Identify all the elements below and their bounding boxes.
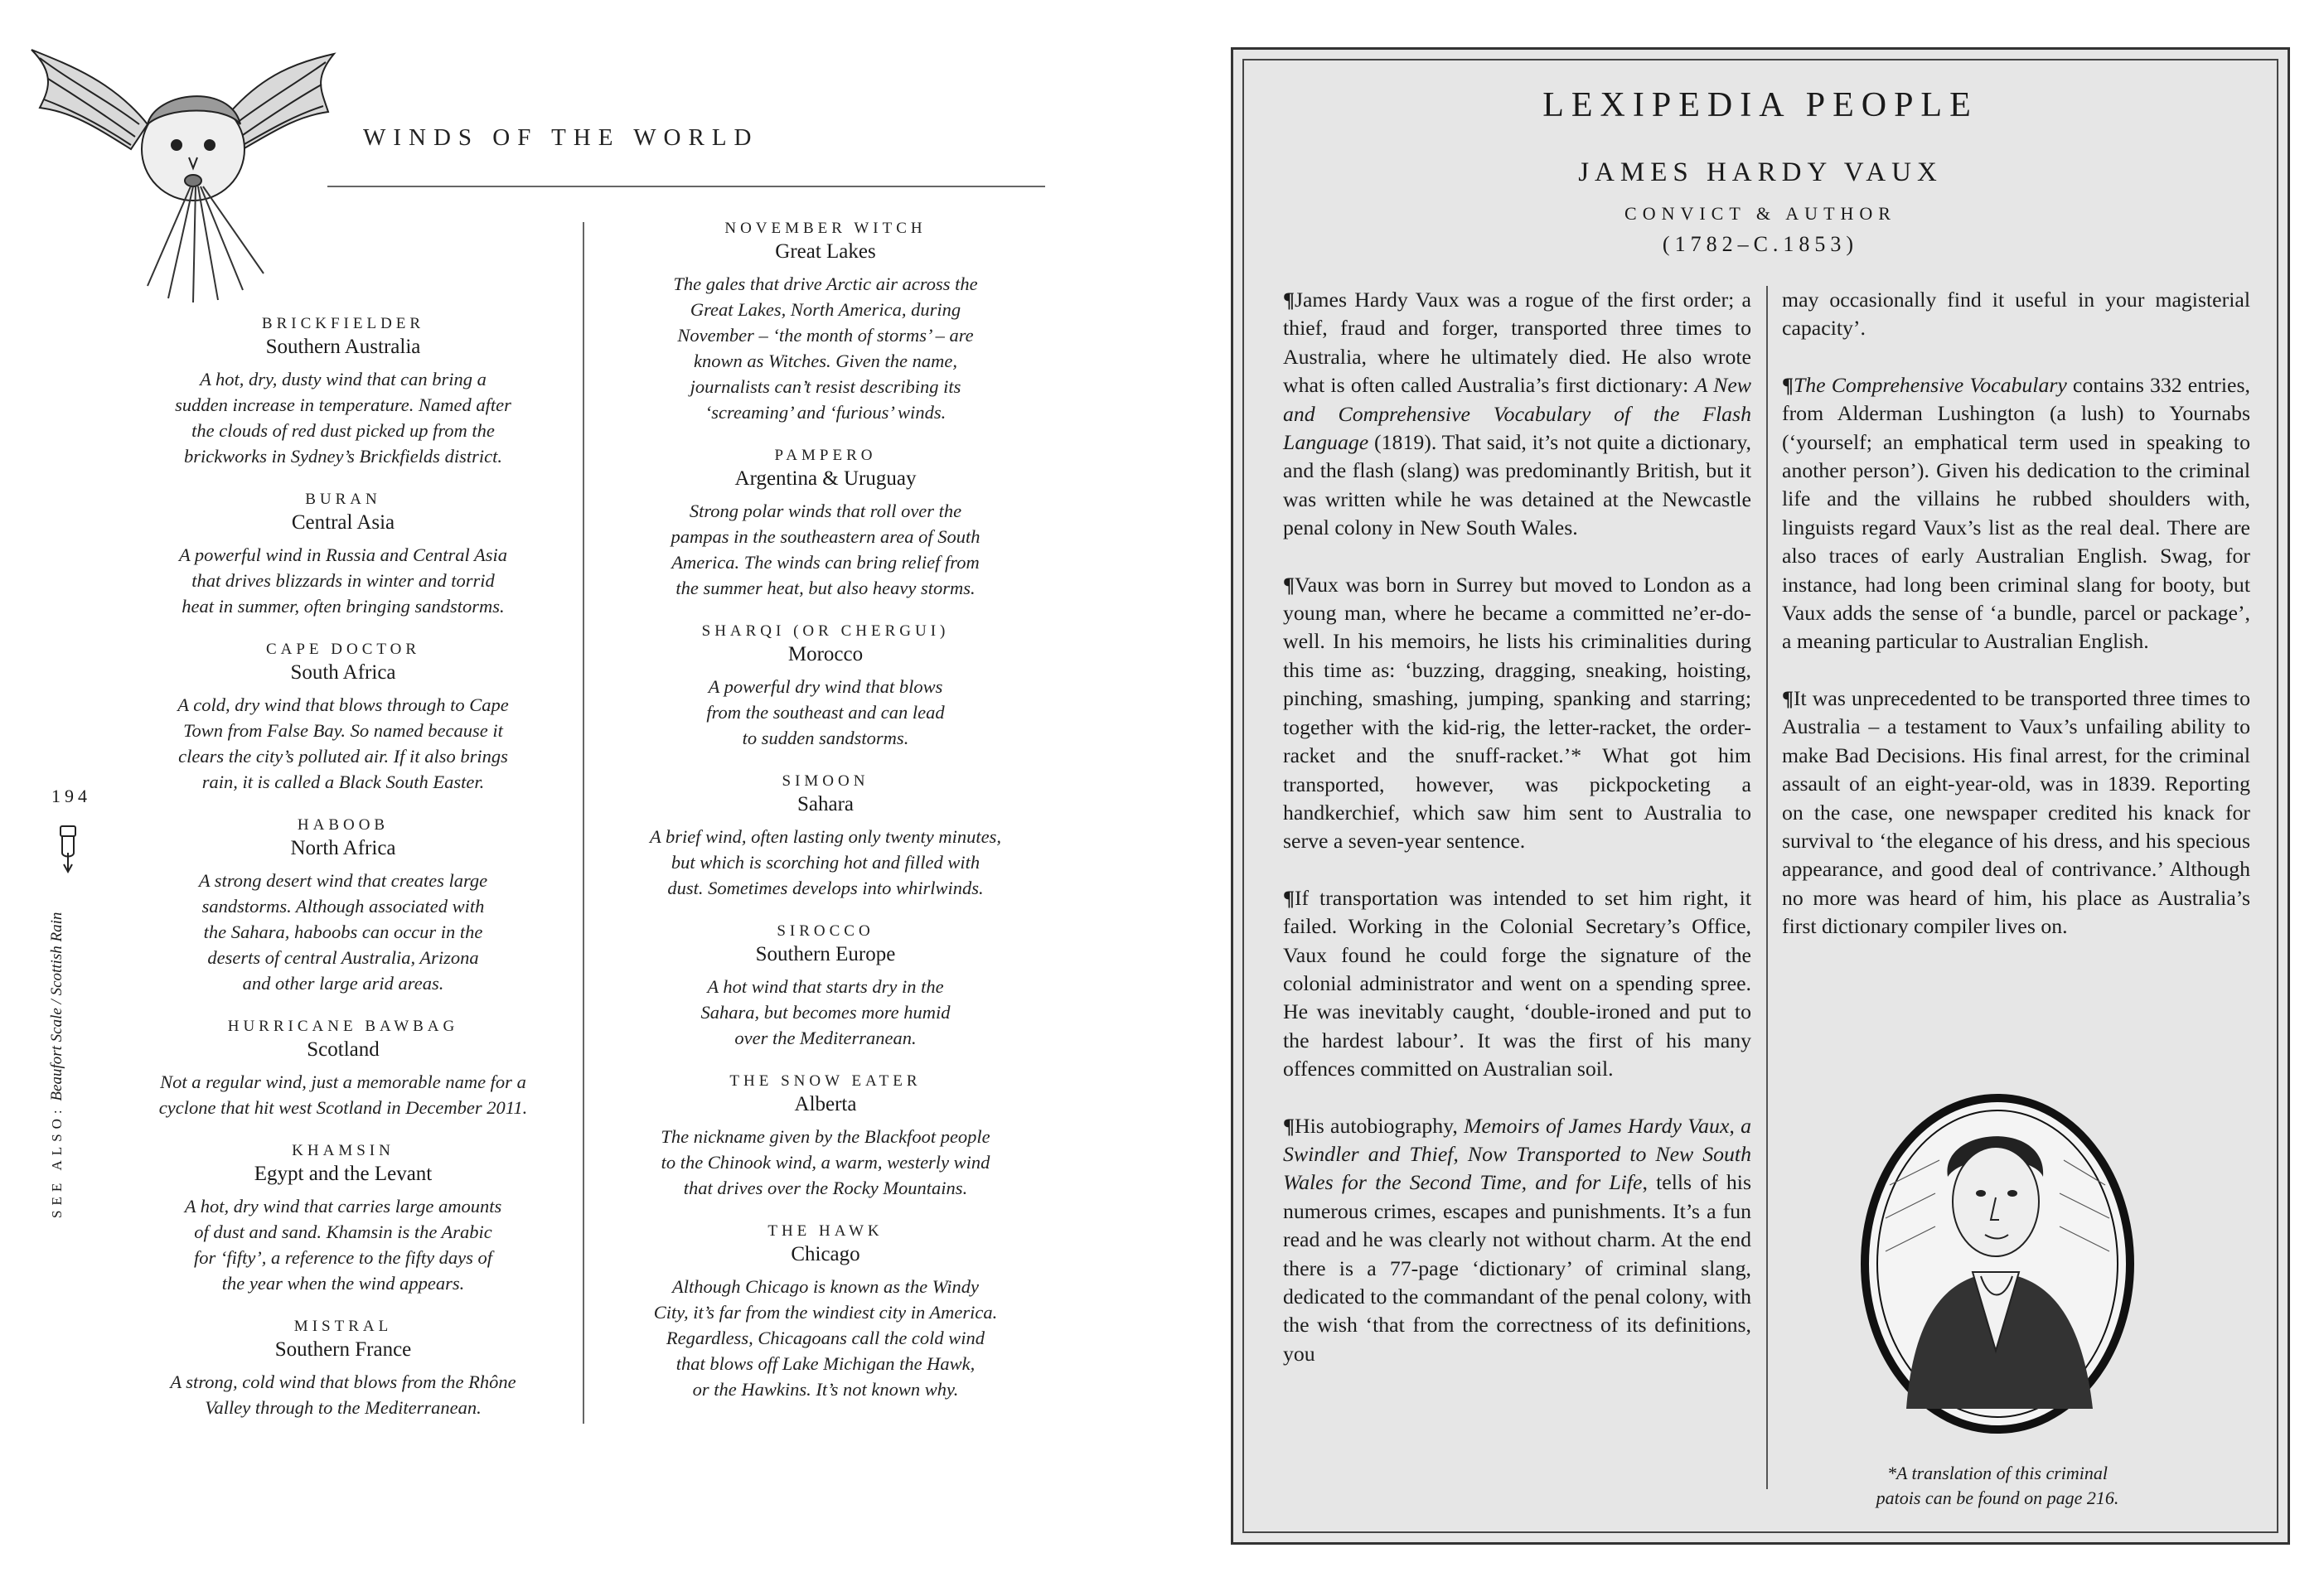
see-also-label: SEE ALSO: xyxy=(49,1105,65,1218)
wind-region: Central Asia xyxy=(291,511,395,534)
bio-text: may occasionally find it useful in your magisterial capacity’. xyxy=(1782,288,2250,341)
wind-description xyxy=(131,366,555,469)
wind-name: SIMOON xyxy=(782,772,869,790)
wind-description-line: Not a regular wind, just a memorable name for a xyxy=(160,1071,526,1092)
bio-paragraph-4 xyxy=(1283,1112,1751,1369)
pilcrow: ¶ xyxy=(1283,1113,1295,1138)
wind-description-line: the Sahara, haboobs can occur in the xyxy=(203,922,483,942)
wind-description xyxy=(131,1069,555,1120)
wind-entry xyxy=(131,1016,555,1120)
wind-description-line: The gales that drive Arctic air across the xyxy=(673,273,978,294)
page-number: 194 xyxy=(51,786,91,806)
wind-region: Argentina & Uruguay xyxy=(734,467,917,490)
wind-description-line: America. The winds can bring relief from xyxy=(671,552,980,573)
portrait-engraving xyxy=(1857,1086,2138,1442)
biography-column-left xyxy=(1283,286,1751,1396)
wind-description-line: but which is scorching hot and filled with xyxy=(671,852,980,873)
wind-region: Great Lakes xyxy=(775,240,876,263)
person-role: CONVICT & AUTHOR xyxy=(1624,203,1896,224)
wind-description-line: A powerful wind in Russia and Central Asia xyxy=(178,544,508,565)
wind-region: South Africa xyxy=(290,661,396,684)
wind-name: SIROCCO xyxy=(777,922,874,940)
wind-entry xyxy=(607,921,1044,1051)
wind-description xyxy=(607,824,1044,901)
pilcrow: ¶ xyxy=(1782,685,1794,710)
wind-description xyxy=(607,1124,1044,1201)
bio-text: contains 332 entries, from Alderman Lushington (a lush) to Yournabs (‘yourself; an emphatical term used in speaking to another person’). Given his dedication to the criminal life and the villains he rubbed shoulders with, linguists regard Vaux’s list as the real deal. There are also traces of early Australian English. Swag, for instance, had long been criminal slang for booty, but Vaux adds the sense of ‘a bundle, parcel or package’, a meaning particular to Australian English. xyxy=(1782,372,2250,654)
wind-description xyxy=(131,1193,555,1296)
wind-description-line: for ‘fifty’, a reference to the fifty days of xyxy=(193,1247,493,1268)
book-title: The Comprehensive Vocabulary xyxy=(1793,372,2067,397)
wind-description-line: A strong desert wind that creates large xyxy=(198,870,488,891)
wind-description-line: clears the city’s polluted air. If it also brings xyxy=(178,746,508,767)
cherub-wind-illustration xyxy=(23,33,338,307)
wind-entry xyxy=(607,1071,1044,1201)
wind-description-line: A cold, dry wind that blows through to Cape xyxy=(177,694,509,715)
wind-description-line: to the Chinook wind, a warm, westerly wind xyxy=(661,1152,990,1173)
wind-description-line: Great Lakes, North America, during xyxy=(690,299,961,320)
wind-entry xyxy=(607,621,1044,751)
wind-description-line: or the Hawkins. It’s not known why. xyxy=(692,1379,959,1400)
wind-entry xyxy=(607,771,1044,901)
wind-description-line: the clouds of red dust picked up from the xyxy=(191,420,495,441)
wind-description xyxy=(131,542,555,619)
wind-description-line: A strong, cold wind that blows from the Rhône xyxy=(170,1371,516,1392)
wind-region: Alberta xyxy=(794,1093,857,1115)
wind-description-line: Regardless, Chicagoans call the cold wind xyxy=(666,1328,985,1348)
wind-description-line: that drives over the Rocky Mountains. xyxy=(683,1178,968,1198)
wind-name: KHAMSIN xyxy=(292,1142,395,1159)
book-title: Memoirs of James Hardy Vaux, a Swindler and Thief, Now Transported to New South Wales for the Second Time, and for Life xyxy=(1283,1113,1751,1195)
wind-entry xyxy=(131,489,555,619)
wind-name: SHARQI (OR CHERGUI) xyxy=(701,622,950,640)
biography-column-right xyxy=(1782,286,2250,970)
wind-description-line: the summer heat, but also heavy storms. xyxy=(675,578,976,598)
bio-text: , tells of his numerous crimes, escapes and punishments. It’s a fun read and he was clearly not without charm. At the end there is a 77-page ‘dictionary’ of criminal slang, dedicated to the commandant of the penal colony, with the wish ‘that from the correctness of its definitions, you xyxy=(1283,1170,1751,1366)
wind-name: PAMPERO xyxy=(774,447,877,464)
biography-column-divider xyxy=(1766,286,1768,1489)
wind-description xyxy=(607,974,1044,1051)
winds-column-left xyxy=(131,313,555,1440)
wind-description-line: ‘screaming’ and ‘furious’ winds. xyxy=(704,402,947,423)
wind-description-line: November – ‘the month of storms’ – are xyxy=(677,325,974,346)
wind-description-line: brickworks in Sydney’s Brickfields district. xyxy=(184,446,502,467)
wind-description xyxy=(131,692,555,795)
caption-line: patois can be found on page 216. xyxy=(1876,1488,2119,1508)
bio-text: His autobiography, xyxy=(1294,1113,1465,1138)
wind-entry xyxy=(131,1316,555,1420)
winds-column-right xyxy=(607,218,1044,1422)
wind-description-line: A hot, dry wind that carries large amounts xyxy=(184,1196,502,1217)
wind-description-line: Although Chicago is known as the Windy xyxy=(672,1276,979,1297)
bio-text: Vaux was born in Surrey but moved to London as a young man, where he became a committed ne’er-do-well. In his memoirs, he lists his criminalities during this time as: ‘buzzing, dragging, sneaking, hoisting, pinching, smashing, jumping, spanking and starring; together with the kid-rig, the letter-racket, the order-racket and the snuff-racket.’* What got him transported, however, was pickpocketing a handkerchief, which saw him sent to Australia to serve a seven-year sentence. xyxy=(1283,572,1751,854)
wind-description-line: heat in summer, often bringing sandstorms. xyxy=(182,596,505,617)
wind-region: Sahara xyxy=(796,793,855,815)
caption-line: *A translation of this criminal xyxy=(1886,1463,2109,1483)
wind-region: Morocco xyxy=(787,643,864,665)
wind-description-line: A brief wind, often lasting only twenty minutes, xyxy=(650,826,1001,847)
wind-description-line: from the southeast and can lead xyxy=(706,702,945,723)
wind-description-line: the year when the wind appears. xyxy=(221,1273,465,1294)
wind-entry xyxy=(607,1221,1044,1402)
bio-paragraph-2 xyxy=(1283,571,1751,856)
bio-paragraph-1 xyxy=(1283,286,1751,543)
wind-entry xyxy=(607,445,1044,601)
wind-description-line: Strong polar winds that roll over the xyxy=(689,501,962,521)
wind-description-line: rain, it is called a Black South Easter. xyxy=(201,772,485,792)
wind-description-line: A powerful dry wind that blows xyxy=(708,676,943,697)
wind-region: Scotland xyxy=(307,1038,380,1061)
wind-entry xyxy=(131,639,555,795)
wind-description-line: deserts of central Australia, Arizona xyxy=(207,947,479,968)
wind-region: Chicago xyxy=(791,1243,860,1265)
wind-description-line: known as Witches. Given the name, xyxy=(693,351,958,371)
pilcrow: ¶ xyxy=(1283,288,1295,312)
column-divider xyxy=(583,222,584,1424)
wind-name: NOVEMBER WITCH xyxy=(724,220,927,237)
bio-paragraph-5 xyxy=(1782,286,2250,343)
pilcrow: ¶ xyxy=(1283,885,1295,910)
bio-text: If transportation was intended to set him right, it failed. Working in the Colonial Secretary’s Office, Vaux found he could forge the signature of the colonial administrator and went on a spending spree. He was inevitably caught, ‘double-ironed and put to the hardest labour’. It was the first of his many offences committed on Australian soil. xyxy=(1283,885,1751,1081)
wind-description-line: to sudden sandstorms. xyxy=(742,728,909,748)
wind-description-line: dust. Sometimes develops into whirlwinds. xyxy=(667,878,984,898)
wind-region: North Africa xyxy=(290,837,396,859)
feature-title: LEXIPEDIA PEOPLE xyxy=(1542,86,1978,124)
wind-description-line: Sahara, but becomes more humid xyxy=(700,1002,951,1023)
person-dates: (1782–C.1853) xyxy=(1662,232,1859,256)
wind-region: Southern Europe xyxy=(755,943,896,965)
wind-entry xyxy=(131,1140,555,1296)
wind-description-line: sandstorms. Although associated with xyxy=(201,896,485,917)
right-page xyxy=(1160,0,2324,1577)
wind-name: MISTRAL xyxy=(293,1318,393,1335)
person-name: JAMES HARDY VAUX xyxy=(1578,157,1943,187)
wind-description xyxy=(607,271,1044,425)
see-also-note xyxy=(48,754,66,1218)
wind-entry xyxy=(131,313,555,469)
wind-description-line: that blows off Lake Michigan the Hawk, xyxy=(675,1353,976,1374)
wind-name: HURRICANE BAWBAG xyxy=(227,1018,459,1035)
wind-region: Southern Australia xyxy=(265,336,421,358)
wind-description xyxy=(607,674,1044,751)
wind-name: BRICKFIELDER xyxy=(261,315,425,332)
wind-description-line: A hot wind that starts dry in the xyxy=(707,976,944,997)
wind-description-line: The nickname given by the Blackfoot people xyxy=(661,1126,990,1147)
pilcrow: ¶ xyxy=(1782,372,1794,397)
wind-description xyxy=(607,1274,1044,1402)
wind-description-line: Town from False Bay. So named because it xyxy=(183,720,503,741)
wind-description-line: of dust and sand. Khamsin is the Arabic xyxy=(194,1221,492,1242)
portrait-caption xyxy=(1823,1461,2171,1511)
left-page xyxy=(0,0,1160,1577)
wind-entry xyxy=(131,815,555,996)
pilcrow: ¶ xyxy=(1283,572,1295,597)
wind-description-line: and other large arid areas. xyxy=(242,973,444,994)
wind-name: CAPE DOCTOR xyxy=(265,641,421,658)
title-rule xyxy=(327,186,1045,187)
wind-region: Egypt and the Levant xyxy=(254,1163,433,1185)
see-also-refs: Beaufort Scale / Scottish Rain xyxy=(48,912,65,1101)
wind-description-line: Valley through to the Mediterranean. xyxy=(205,1397,482,1418)
wind-description xyxy=(131,1369,555,1420)
wind-description xyxy=(607,498,1044,601)
bio-paragraph-7 xyxy=(1782,684,2250,941)
wind-region: Southern France xyxy=(274,1338,412,1361)
wind-description-line: sudden increase in temperature. Named after xyxy=(175,394,511,415)
wind-name: HABOOB xyxy=(297,816,390,834)
bio-text: James Hardy Vaux was a rogue of the first order; a thief, fraud and forger, transported three times to Australia, where he ultimately died. He also wrote what is often called Australia’s first dictionary: xyxy=(1283,288,1751,398)
wind-name: THE SNOW EATER xyxy=(729,1072,922,1090)
wind-name: BURAN xyxy=(305,491,381,508)
wind-description-line: pampas in the southeastern area of South xyxy=(671,526,980,547)
bio-paragraph-6 xyxy=(1782,371,2250,656)
wind-description xyxy=(131,868,555,996)
book-title: A New and Comprehensive Vocabulary of the Flash Language xyxy=(1283,373,1751,455)
wind-description-line: City, it’s far from the windiest city in America. xyxy=(653,1302,998,1323)
wind-description-line: over the Mediterranean. xyxy=(734,1028,917,1048)
wind-name: THE HAWK xyxy=(767,1222,884,1240)
chapter-title: WINDS OF THE WORLD xyxy=(363,124,759,151)
bio-text: (1819). That said, it’s not quite a dictionary, and the flash (slang) was predominantly British, but it was written while he was detained at the Newcastle penal colony in New South Wales. xyxy=(1283,430,1751,540)
bio-text: It was unprecedented to be transported three times to Australia – a testament to Vaux’s unfailing ability to make Bad Decisions. His final arrest, for the criminal assault of an eight-year-old, was in 1839. Reporting on the case, one newspaper credited his knack for survival to ‘the elegance of his dress, and his specious appearance, and good deal of contrivance.’ Although no more was heard of him, his place as Australia’s first dictionary compiler lives on. xyxy=(1782,685,2250,939)
wind-description-line: that drives blizzards in winter and torrid xyxy=(191,570,495,591)
wind-description-line: journalists can’t resist describing its xyxy=(690,376,961,397)
wind-description-line: A hot, dry, dusty wind that can bring a xyxy=(200,369,487,389)
wind-entry xyxy=(607,218,1044,425)
wind-description-line: cyclone that hit west Scotland in December 2011. xyxy=(158,1097,528,1118)
bio-paragraph-3 xyxy=(1283,884,1751,1084)
